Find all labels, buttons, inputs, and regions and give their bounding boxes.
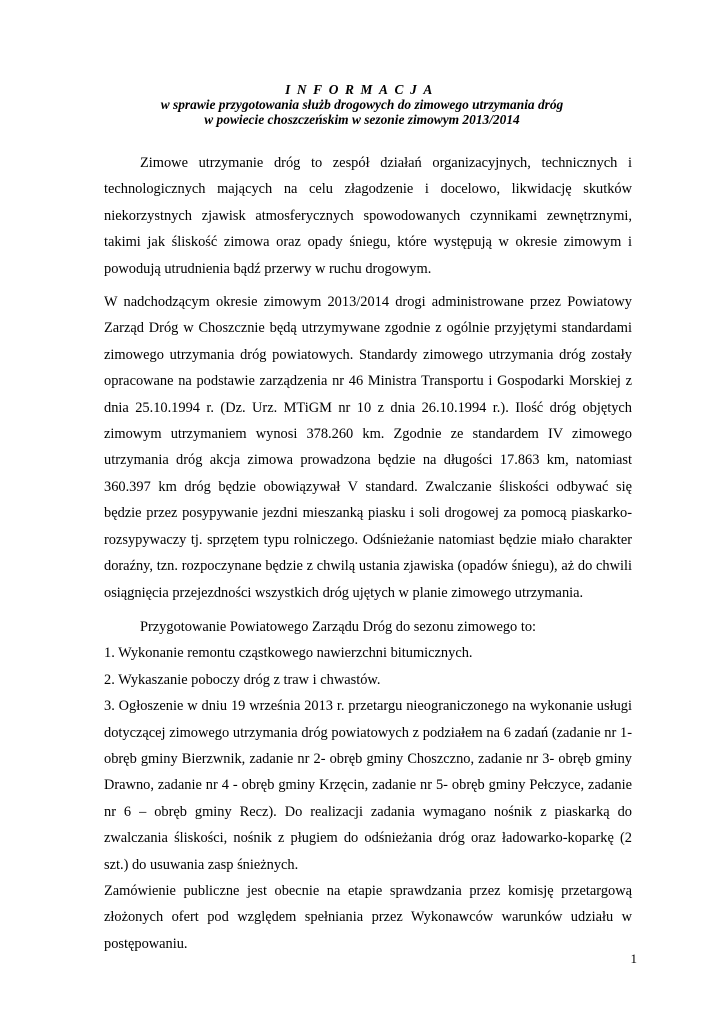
page-number: 1 — [630, 951, 637, 966]
list-item-3: 3. Ogłoszenie w dniu 19 września 2013 r. przetargu nieograniczonego na wykonanie usługi dotyczącej zimowego utrzymania dróg powiatowych z podziałem na 6 zadań (zadanie nr 1- obręb gminy Bierzwnik, zadanie nr 2- obręb gminy Choszczno, zadanie nr 3- obręb gminy Drawno, zadanie nr 4 - obręb gminy Krzęcin, zadanie nr 5- obręb gminy Pełczyce, zadanie nr 6 – obręb gminy Recz). Do realizacji zadania wymagano nośnik z piaskarką do zwalczania śliskości, nośnik z pługiem do odśnieżania dróg oraz ładowarko-koparkę (2 szt.) do usuwania zasp śnieżnych. — [104, 698, 632, 873]
paragraph-intro: Zimowe utrzymanie dróg to zespół działań organizacyjnych, technicznych i technologicznych mających na celu złagodzenie i docelowo, likwidację skutków niekorzystnych zjawisk atmosferycznych spowodowanych czynnikami zewnętrznymi, takimi jak śliskość zimowa oraz opady śniegu, które występują w okresie zimowym i powodują utrudnienia bądź przerwy w ruchu drogowym. — [104, 155, 632, 277]
document-subtitle-line-2: w powiecie choszczeńskim w sezonie zimowym 2013/2014 — [204, 112, 520, 128]
paragraph-standards: W nadchodzącym okresie zimowym 2013/2014 drogi administrowane przez Powiatowy Zarząd Dróg w Choszcznie będą utrzymywane zgodnie z ogólnie przyjętymi standardami zimowego utrzymania dróg powiatowych. Standardy zimowego utrzymania dróg zostały opracowane na podstawie zarządzenia nr 46 Ministra Transportu i Gospodarki Morskiej z dnia 25.10.1994 r. (Dz. Urz. MTiGM nr 10 z dnia 26.10.1994 r.). Ilość dróg objętych zimowym utrzymaniem wynosi 378.260 km. Zgodnie ze standardem IV zimowego utrzymania dróg akcja zimowa prowadzona będzie na długości 17.863 km, natomiast 360.397 km dróg będzie obowiązywał V standard. Zwalczanie śliskości odbywać się będzie przez posypywanie jezdni mieszanką piasku i soli drogowej za pomocą piaskarko-rozsypywaczy tj. sprzętem typu rolniczego. Odśnieżanie natomiast będzie miało charakter doraźny, tzn. rozpoczynane będzie z chwilą ustania zjawiska (opadów śniegu), aż do chwili osiągnięcia przejezdności wszystkich dróg ujętych w planie zimowego utrzymania. — [104, 294, 632, 601]
list-item-1: 1. Wykonanie remontu cząstkowego nawierzchni bitumicznych. — [104, 645, 473, 662]
paragraph-tender-status: Zamówienie publiczne jest obecnie na etapie sprawdzania przez komisję przetargową złożonych ofert pod względem spełniania przez Wykonawców warunków udziału w postępowaniu. — [104, 882, 632, 952]
document-subtitle-line-1: w sprawie przygotowania służb drogowych do zimowego utrzymania dróg — [160, 97, 564, 113]
document-body — [104, 150, 632, 957]
document-title: INFORMACJA — [285, 82, 439, 97]
document-header — [100, 82, 624, 128]
list-item-2: 2. Wykaszanie poboczy dróg z traw i chwastów. — [104, 671, 381, 688]
paragraph-preparation-intro: Przygotowanie Powiatowego Zarządu Dróg do sezonu zimowego to: — [140, 618, 537, 635]
